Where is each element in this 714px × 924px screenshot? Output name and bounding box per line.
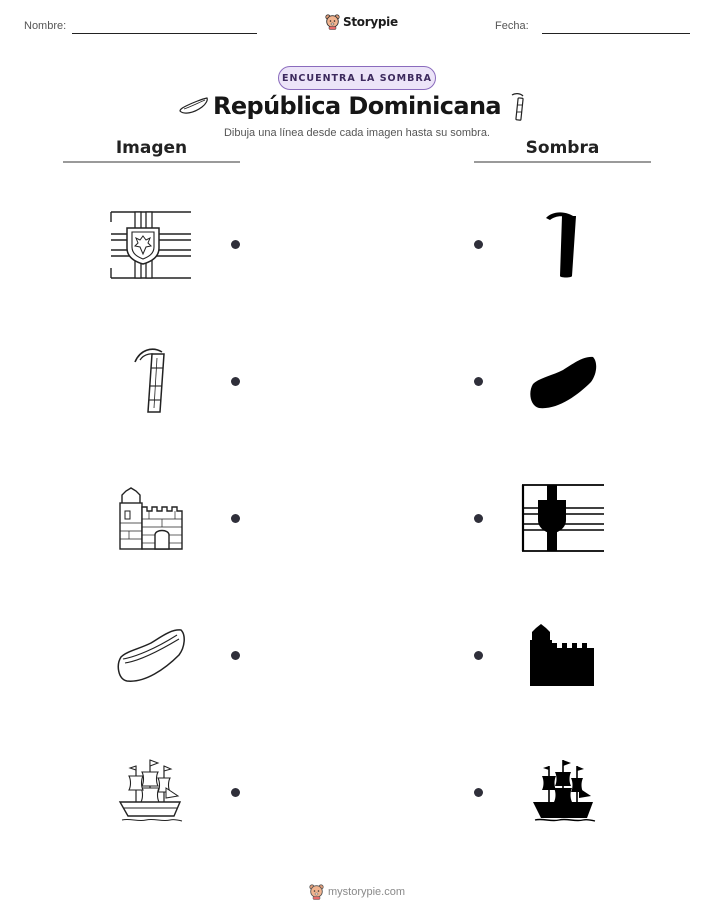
canoe-icon [115,627,187,685]
brand-logo [325,14,398,30]
shadow-dot-4[interactable] [474,651,483,660]
brand-name: Storypie [343,15,398,29]
fortress-icon [117,487,185,551]
activity-badge: ENCUENTRA LA SOMBRA [278,66,436,90]
footer [0,884,714,900]
canoe-shadow [527,354,599,412]
shadow-dot-1[interactable] [474,240,483,249]
bear-icon [309,884,324,900]
column-rule-shadow [474,161,651,163]
machete-icon [130,346,172,418]
shadow-dot-5[interactable] [474,788,483,797]
image-dot-1[interactable] [231,240,240,249]
column-rule-image [63,161,240,163]
footer-link[interactable]: mystorypie.com [327,886,406,898]
machete-small-icon [508,92,528,122]
image-dot-3[interactable] [231,514,240,523]
name-field[interactable] [72,33,257,34]
flag-icon [110,210,192,280]
image-dot-2[interactable] [231,377,240,386]
image-dot-4[interactable] [231,651,240,660]
image-dot-5[interactable] [231,788,240,797]
ship-shadow [529,758,599,826]
machete-shadow [542,210,582,280]
date-field[interactable] [542,33,690,34]
shadow-dot-3[interactable] [474,514,483,523]
page-title: República Dominicana [212,92,502,120]
bear-icon [325,14,340,30]
fortress-shadow [528,624,598,688]
flag-shadow [521,482,605,554]
date-label: Fecha: [495,20,529,32]
ship-icon [116,758,186,826]
column-title-shadow: Sombra [525,138,600,158]
instructions: Dibuja una línea desde cada imagen hasta su sombra. [223,127,490,139]
shadow-dot-2[interactable] [474,377,483,386]
column-title-image: Imagen [115,138,188,158]
name-label: Nombre: [24,20,67,32]
